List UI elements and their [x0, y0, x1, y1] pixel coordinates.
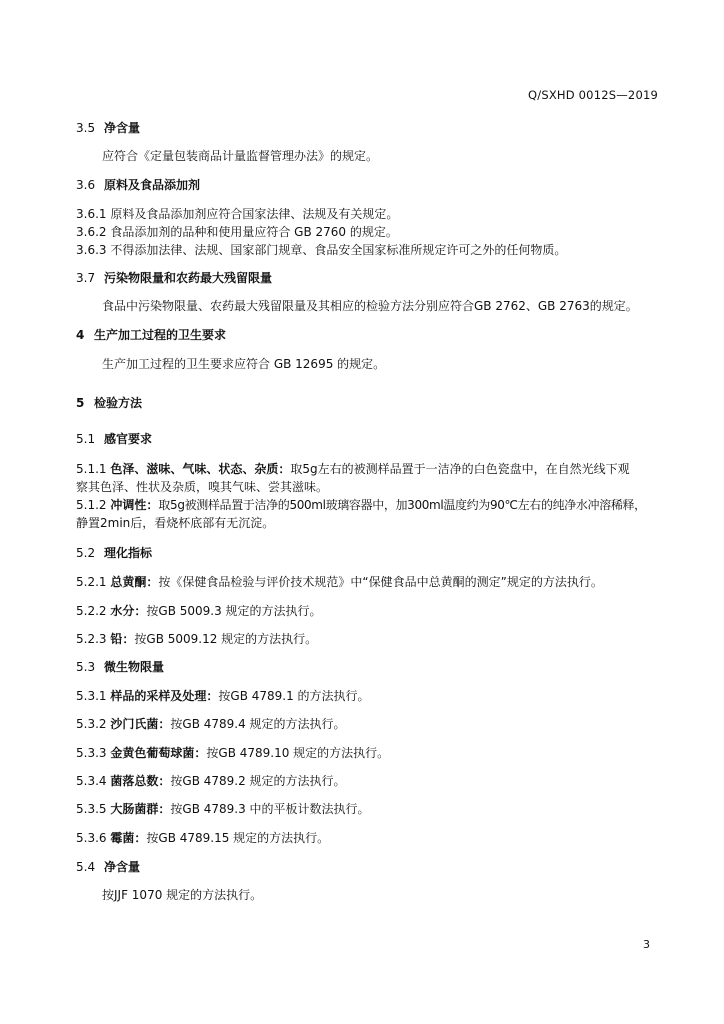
heading-5-3	[76, 659, 664, 675]
heading-5-1	[76, 431, 664, 447]
heading-3-5	[76, 120, 664, 136]
clause-5-2-2	[76, 603, 664, 619]
section-number: 3.6	[76, 178, 96, 192]
clause-text: 按GB 4789.3 中的平板计数法执行。	[170, 802, 370, 816]
clause-term: 金黄色葡萄球菌：	[110, 746, 207, 760]
section-title: 净含量	[104, 121, 141, 135]
clause-text: 按GB 4789.15 规定的方法执行。	[146, 831, 330, 845]
clause-text: 按《保健食品检验与评价技术规范》中“保健食品中总黄酮的测定”规定的方法执行。	[158, 575, 603, 589]
section-title: 净含量	[104, 860, 141, 874]
clause-term: 大肠菌群：	[110, 802, 171, 816]
clause-term: 总黄酮：	[110, 575, 159, 589]
paragraph-3-5: 应符合《定量包装商品计量监督管理办法》的规定。	[102, 149, 379, 163]
heading-5-4	[76, 859, 664, 875]
clause-5-1-1-cont: 察其色泽、性状及杂质，嗅其气味、尝其滋味。	[76, 480, 329, 494]
section-title: 微生物限量	[104, 660, 165, 674]
clause-number: 5.1.1	[76, 462, 107, 476]
section-number: 5.2	[76, 546, 96, 560]
clause-text: 按GB 4789.1 的方法执行。	[218, 689, 370, 703]
clause-number: 5.3.1	[76, 689, 107, 703]
heading-4	[76, 327, 664, 343]
heading-3-6	[76, 177, 664, 193]
clause-term: 铅：	[110, 632, 135, 646]
clause-5-1-1	[76, 461, 664, 477]
clause-text: 按GB 5009.12 规定的方法执行。	[134, 632, 318, 646]
clause-5-3-4	[76, 773, 664, 789]
clause-number: 5.3.4	[76, 774, 107, 788]
clause-text: 取5g被测样品置于洁净的500ml玻璃容器中，加300ml温度约为90℃左右的纯净水冲溶稀释，	[158, 498, 646, 512]
clause-term: 霉菌：	[110, 831, 147, 845]
clause-5-3-5	[76, 801, 664, 817]
clause-term: 冲调性：	[110, 498, 159, 512]
document-id: Q/SXHD 0012S—2019	[528, 88, 658, 102]
section-title: 原料及食品添加剂	[104, 178, 201, 192]
section-title: 感官要求	[104, 432, 153, 446]
clause-5-2-1	[76, 574, 664, 590]
clause-term: 样品的采样及处理：	[110, 689, 219, 703]
clause-term: 菌落总数：	[110, 774, 171, 788]
clause-number: 5.3.6	[76, 831, 107, 845]
section-number: 4	[76, 328, 85, 342]
clause-5-3-1	[76, 688, 664, 704]
clause-text: 取5g左右的被测样品置于一洁净的白色瓷盘中，在自然光线下观	[290, 462, 630, 476]
heading-5	[76, 395, 664, 411]
section-title: 理化指标	[104, 546, 153, 560]
section-number: 5	[76, 396, 85, 410]
clause-5-3-3	[76, 745, 664, 761]
heading-3-7	[76, 270, 664, 286]
clause-5-2-3	[76, 631, 664, 647]
section-number: 3.7	[76, 271, 96, 285]
clause-5-3-2	[76, 716, 664, 732]
section-title: 检验方法	[94, 396, 143, 410]
paragraph-4: 生产加工过程的卫生要求应符合 GB 12695 的规定。	[102, 357, 386, 371]
section-number: 5.1	[76, 432, 96, 446]
section-title: 污染物限量和农药最大残留限量	[104, 271, 273, 285]
section-number: 3.5	[76, 121, 96, 135]
clause-3-6-3: 3.6.3 不得添加法律、法规、国家部门规章、食品安全国家标准所规定许可之外的任何物质。	[76, 243, 567, 257]
paragraph-5-4: 按JJF 1070 规定的方法执行。	[102, 888, 263, 902]
section-number: 5.4	[76, 860, 96, 874]
clause-term: 沙门氏菌：	[110, 717, 171, 731]
clause-number: 5.2.3	[76, 632, 107, 646]
clause-5-3-6	[76, 830, 664, 846]
paragraph-3-7: 食品中污染物限量、农药最大残留限量及其相应的检验方法分别应符合GB 2762、GB 2763的规定。	[102, 299, 638, 313]
clause-number: 5.3.5	[76, 802, 107, 816]
clause-text: 按GB 4789.10 规定的方法执行。	[206, 746, 390, 760]
clause-term: 水分：	[110, 604, 147, 618]
clause-3-6-2: 3.6.2 食品添加剂的品种和使用量应符合 GB 2760 的规定。	[76, 225, 398, 239]
section-title: 生产加工过程的卫生要求	[94, 328, 227, 342]
section-number: 5.3	[76, 660, 96, 674]
page-number: 3	[643, 938, 650, 951]
clause-text: 按GB 4789.2 规定的方法执行。	[170, 774, 346, 788]
clause-5-1-2-cont: 静置2min后，看烧杯底部有无沉淀。	[76, 516, 275, 530]
heading-5-2	[76, 545, 664, 561]
clause-number: 5.2.1	[76, 575, 107, 589]
clause-text: 按GB 4789.4 规定的方法执行。	[170, 717, 346, 731]
clause-number: 5.1.2	[76, 498, 107, 512]
clause-number: 5.3.2	[76, 717, 107, 731]
clause-3-6-1: 3.6.1 原料及食品添加剂应符合国家法律、法规及有关规定。	[76, 207, 399, 221]
clause-term: 色泽、滋味、气味、状态、杂质：	[110, 462, 291, 476]
clause-5-1-2	[76, 497, 664, 513]
clause-text: 按GB 5009.3 规定的方法执行。	[146, 604, 322, 618]
clause-number: 5.2.2	[76, 604, 107, 618]
clause-number: 5.3.3	[76, 746, 107, 760]
